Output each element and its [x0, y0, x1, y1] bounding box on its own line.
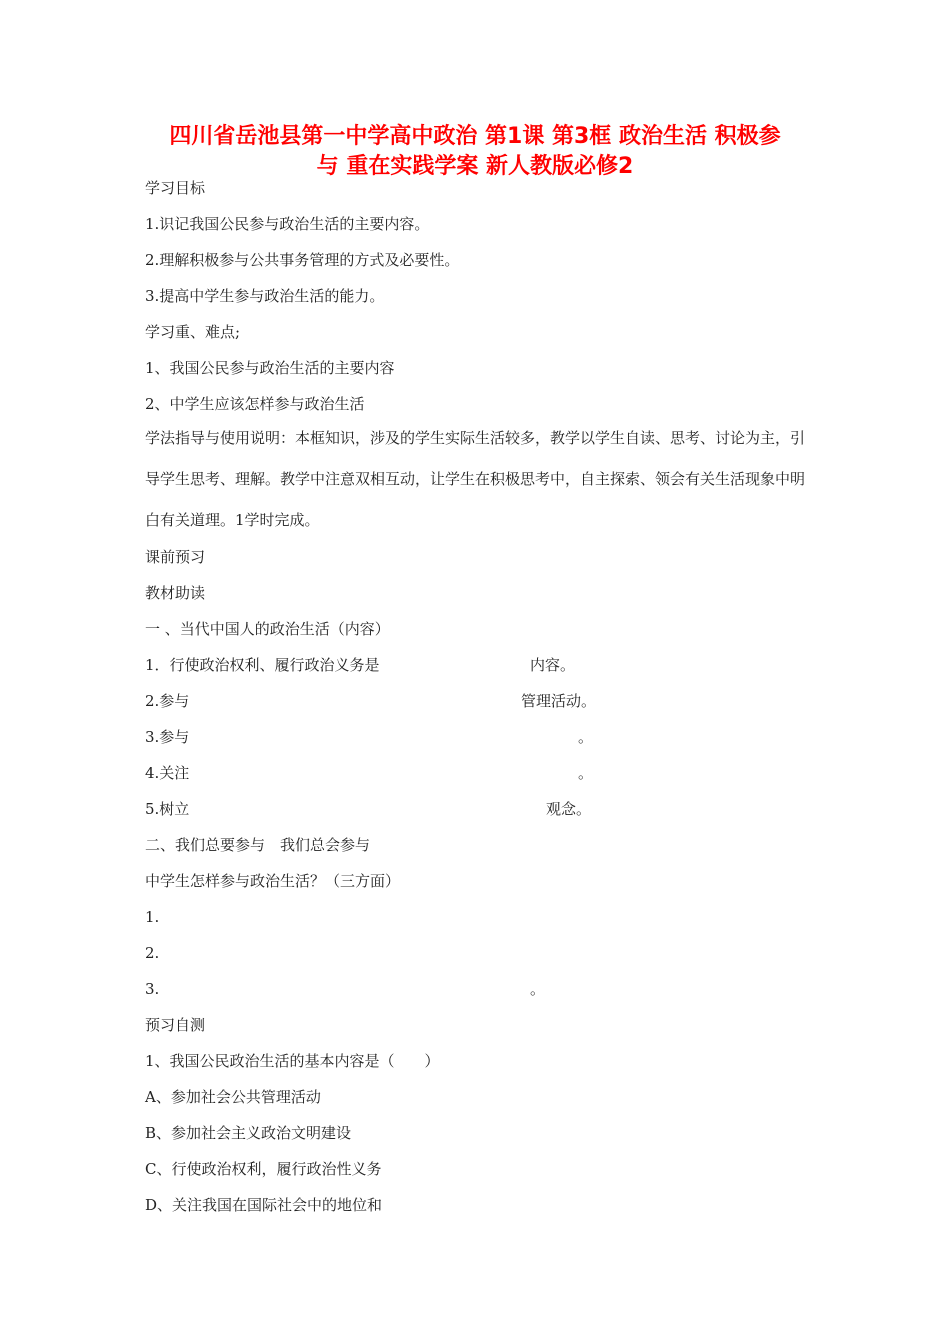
- part-two-item-3-tail: 。: [530, 980, 546, 998]
- fill-blank-3-tail: 。: [578, 728, 594, 746]
- document-title-line-2: 与 重在实践学案 新人教版必修2: [316, 154, 634, 179]
- part-two-item-1: 1.: [145, 908, 160, 926]
- part-two-heading: 二、我们总要参与 我们总会参与: [145, 836, 371, 854]
- question-1-option-d: D、关注我国在国际社会中的地位和: [145, 1196, 383, 1214]
- guidance-paragraph: 学法指导与使用说明：本框知识，涉及的学生实际生活较多，教学以学生自读、思考、讨论为主，引导学生思考、理解。教学中注意双相互动，让学生在积极思考中，自主探索、领会有关生活现象中明白有关道理。1学时完成。: [145, 429, 806, 529]
- section-heading-key-points: 学习重、难点;: [145, 323, 241, 341]
- document-title-line-1: 四川省岳池县第一中学高中政治 第1课 第3框 政治生活 积极参: [169, 124, 781, 149]
- key-point-item-2: 2、中学生应该怎样参与政治生活: [145, 395, 365, 413]
- fill-blank-1-tail: 内容。: [530, 656, 576, 674]
- question-1-option-a: A、参加社会公共管理活动: [145, 1088, 321, 1106]
- section-heading-objectives: 学习目标: [145, 179, 206, 197]
- question-1-option-b: B、参加社会主义政治文明建设: [145, 1124, 352, 1142]
- part-one-heading: 一 、当代中国人的政治生活（内容）: [145, 620, 390, 638]
- fill-blank-5-tail: 观念。: [546, 800, 592, 818]
- question-1: 1、我国公民政治生活的基本内容是（ ）: [145, 1052, 440, 1070]
- fill-blank-2-tail: 管理活动。: [521, 692, 597, 710]
- fill-blank-2-lead: 2.参与: [145, 692, 190, 710]
- question-1-option-c: C、行使政治权利，履行政治性义务: [145, 1160, 382, 1178]
- fill-blank-1-lead: 1．行使政治权利、履行政治义务是: [145, 656, 380, 674]
- section-heading-self-test: 预习自测: [145, 1016, 206, 1034]
- fill-blank-5-lead: 5.树立: [145, 800, 190, 818]
- fill-blank-4-tail: 。: [578, 764, 594, 782]
- objective-item-3: 3.提高中学生参与政治生活的能力。: [145, 287, 385, 305]
- part-two-question: 中学生怎样参与政治生活？（三方面）: [145, 872, 401, 890]
- part-two-item-2: 2.: [145, 944, 160, 962]
- objective-item-1: 1.识记我国公民参与政治生活的主要内容。: [145, 215, 430, 233]
- fill-blank-4-lead: 4.关注: [145, 764, 190, 782]
- objective-item-2: 2.理解积极参与公共事务管理的方式及必要性。: [145, 251, 460, 269]
- section-heading-preview: 课前预习: [145, 548, 206, 566]
- key-point-item-1: 1、我国公民参与政治生活的主要内容: [145, 359, 395, 377]
- fill-blank-3-lead: 3.参与: [145, 728, 190, 746]
- section-heading-textbook: 教材助读: [145, 584, 206, 602]
- part-two-item-3: 3.: [145, 980, 160, 998]
